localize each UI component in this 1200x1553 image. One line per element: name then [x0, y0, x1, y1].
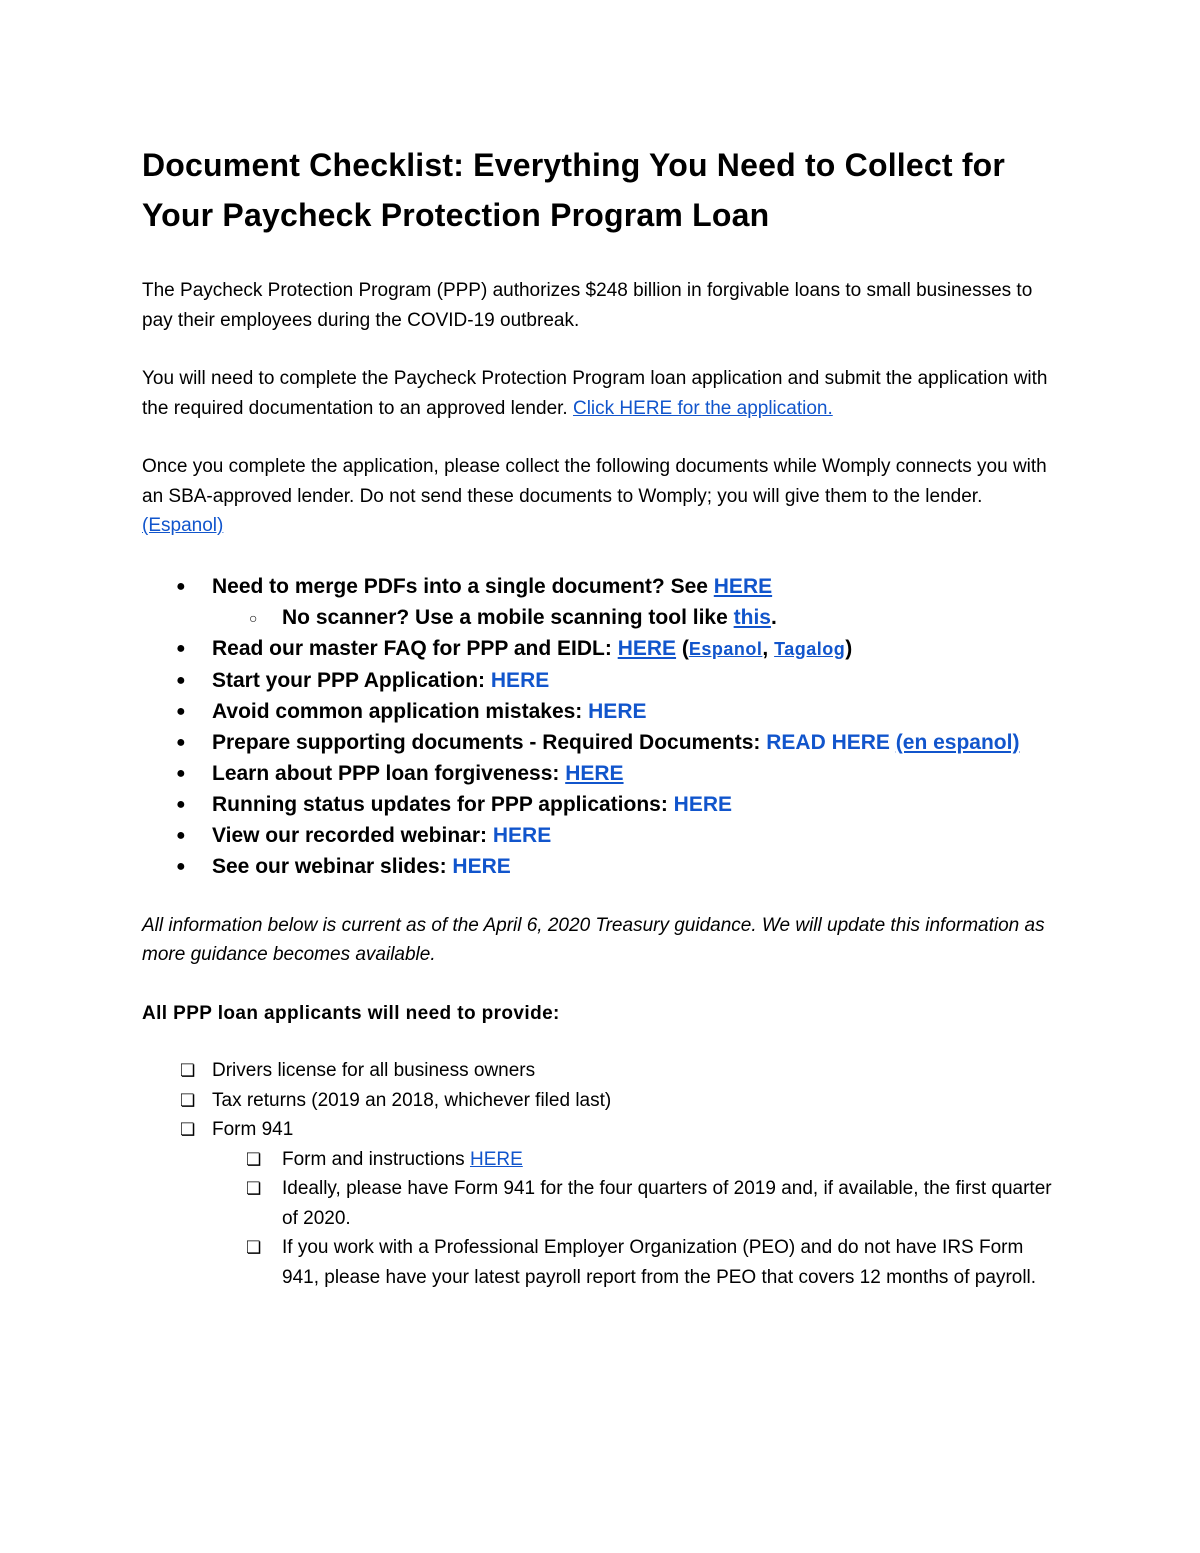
page-title: Document Checklist: Everything You Need to Collect for Your Paycheck Protection Program Loan: [142, 147, 1006, 233]
list-item: [142, 696, 1062, 727]
faq-tagalog-link[interactable]: Tagalog: [774, 638, 846, 659]
slides-link[interactable]: HERE: [452, 854, 511, 878]
guidance-note: All information below is current as of the April 6, 2020 Treasury guidance. We will update this information as more guidance becomes available.: [142, 914, 1045, 965]
list-item: [142, 633, 1062, 665]
start-link[interactable]: HERE: [490, 668, 550, 692]
list-item: [142, 602, 1062, 633]
espanol-link[interactable]: (Espanol): [142, 515, 224, 536]
faq-sep: ,: [762, 636, 775, 660]
scanner-text: No scanner? Use a mobile scanning tool like: [282, 605, 734, 629]
forgive-text: Learn about PPP loan forgiveness:: [212, 761, 566, 785]
scanner-tail: .: [770, 605, 777, 629]
checklist-item: [142, 1115, 1062, 1145]
application-link[interactable]: Click HERE for the application.: [572, 397, 833, 419]
checklist-item: [142, 1174, 1062, 1233]
avoid-text: Avoid common application mistakes:: [212, 699, 589, 723]
checklist-item: [142, 1145, 1062, 1175]
prepare-text: Prepare supporting documents - Required Documents:: [212, 730, 767, 754]
form941-text: Form 941: [212, 1119, 294, 1140]
status-link[interactable]: HERE: [673, 792, 733, 816]
checkbox-icon: ❏: [246, 1238, 262, 1257]
faq-text: Read our master FAQ for PPP and EIDL:: [212, 636, 618, 660]
tax-text: Tax returns (2019 an 2018, whichever filed last): [212, 1089, 612, 1111]
peo-text: If you work with a Professional Employer Organization (PEO) and do not have IRS Form 941, please have your latest payroll report from the PEO that covers 12 months of payroll.: [282, 1237, 1037, 1288]
checkbox-icon: ❏: [180, 1061, 196, 1080]
resources-list: [142, 571, 1062, 882]
bullet-icon: ●: [176, 764, 186, 782]
webinar-link[interactable]: HERE: [492, 823, 552, 847]
status-text: Running status updates for PPP applications:: [212, 792, 674, 816]
checkbox-icon: ❏: [246, 1179, 262, 1198]
checkbox-icon: ❏: [246, 1149, 262, 1169]
faq-link[interactable]: HERE: [617, 636, 677, 660]
checkbox-icon: ❏: [180, 1120, 196, 1139]
prepare-espanol-link[interactable]: (en espanol): [895, 730, 1020, 754]
collect-text: Once you complete the application, please collect the following documents while Womply connects you with an SBA-approved lender. Do not send these documents to Womply; you will give them to the lender.: [142, 456, 1047, 507]
collect-paragraph: [142, 452, 1062, 541]
checklist-item: [142, 1086, 1062, 1116]
avoid-link[interactable]: HERE: [588, 699, 647, 723]
license-text: Drivers license for all business owners: [212, 1060, 536, 1081]
faq-close: ): [845, 636, 853, 660]
list-item: [142, 789, 1062, 820]
prepare-link[interactable]: READ HERE: [766, 730, 890, 754]
list-item: [142, 851, 1062, 882]
bullet-icon: ●: [176, 733, 186, 751]
checklist-item: [142, 1233, 1062, 1292]
bullet-icon: ●: [176, 857, 186, 875]
faq-open: (: [676, 636, 689, 660]
bullet-icon: ●: [176, 702, 186, 720]
bullet-icon: ●: [176, 639, 186, 657]
instructions-text: Form and instructions: [282, 1148, 470, 1170]
list-item: [142, 727, 1062, 758]
checkbox-icon: ❏: [180, 1090, 196, 1110]
checklist: [142, 1056, 1062, 1292]
application-paragraph: [142, 364, 1062, 423]
bullet-icon: ●: [176, 671, 186, 689]
document-page: [142, 140, 1062, 1292]
merge-text: Need to merge PDFs into a single document? See: [212, 574, 714, 598]
instructions-link[interactable]: HERE: [469, 1148, 523, 1170]
webinar-text: View our recorded webinar:: [212, 823, 493, 847]
list-item: [142, 665, 1062, 696]
list-item: [142, 820, 1062, 851]
list-item: [142, 571, 1062, 602]
ideally-text: Ideally, please have Form 941 for the four quarters of 2019 and, if available, the first quarter of 2020.: [282, 1178, 1052, 1229]
list-item: [142, 758, 1062, 789]
application-text: You will need to complete the Paycheck Protection Program loan application and submit the application with the required documentation to an approved lender.: [142, 368, 1048, 419]
merge-link[interactable]: HERE: [713, 574, 773, 598]
checklist-item: [142, 1056, 1062, 1086]
checklist-heading: All PPP loan applicants will need to provide:: [142, 1002, 560, 1024]
slides-text: See our webinar slides:: [212, 854, 453, 878]
forgive-link[interactable]: HERE: [565, 761, 624, 785]
bullet-icon: ●: [176, 826, 186, 844]
bullet-icon: ●: [176, 795, 186, 813]
bullet-icon: ●: [176, 577, 186, 595]
hollow-bullet-icon: ○: [249, 609, 258, 626]
intro-paragraph: The Paycheck Protection Program (PPP) authorizes $248 billion in forgivable loans to small businesses to pay their employees during the COVID-19 outbreak.: [142, 280, 1033, 331]
faq-espanol-link[interactable]: Espanol: [688, 638, 763, 659]
scanner-link[interactable]: this: [733, 605, 771, 629]
start-text: Start your PPP Application:: [212, 668, 491, 692]
